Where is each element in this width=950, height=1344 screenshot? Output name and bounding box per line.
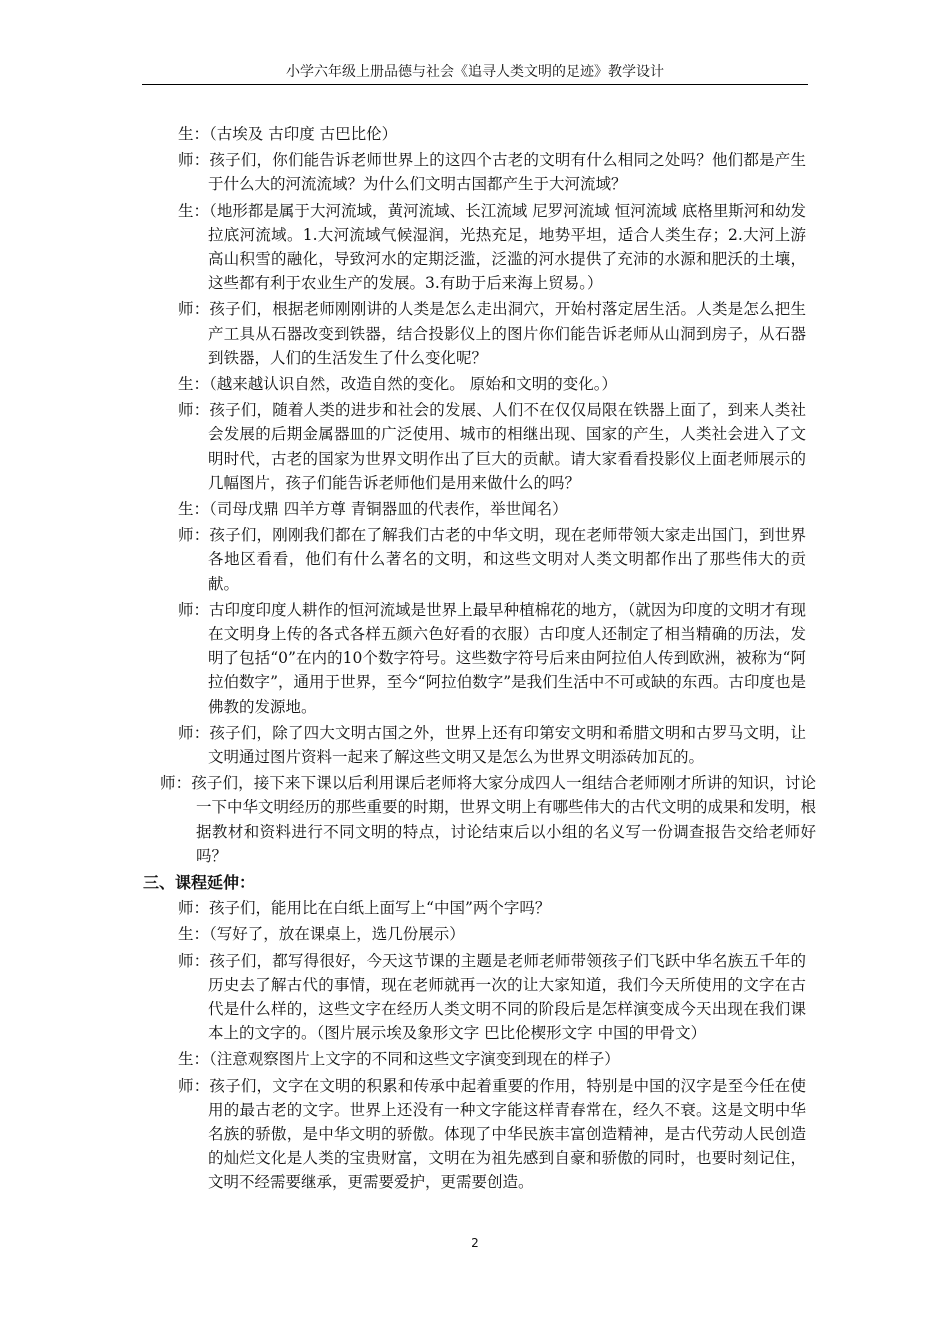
paragraph-text: （地形都是属于大河流域，黄河流域、长江流域 尼罗河流域 恒河流域 底格里斯河和幼发拉底河流域。1.大河流域气候湿润，光热充足，地势平坦，适合人类生存；2.大河上游高山积雪的融化，导致河水的定期泛滥，泛滥的河水提供了充沛的水源和肥沃的土壤，这些都有利于农业生产的发展。3.有助于后来海上贸易。）	[208, 201, 806, 293]
dialogue-paragraph	[0, 598, 806, 719]
header-divider	[142, 84, 808, 85]
speaker-label: 师：	[178, 600, 210, 619]
page-header-title: 小学六年级上册品德与社会《追寻人类文明的足迹》教学设计	[286, 64, 664, 80]
speaker-label: 师：	[178, 723, 210, 742]
dialogue-paragraph	[0, 148, 806, 196]
speaker-label: 生：	[178, 1050, 210, 1069]
speaker-label: 生：	[178, 201, 210, 220]
dialogue-paragraph	[0, 1047, 806, 1071]
paragraph-text: （司母戊鼎 四羊方尊 青铜器皿的代表作，举世闻名）	[209, 500, 568, 519]
page-number: 2	[471, 1236, 479, 1250]
paragraph-text: 孩子们，能用比在白纸上面写上“中国”两个字吗？	[209, 899, 551, 918]
dialogue-paragraph	[0, 922, 806, 946]
speaker-label: 生：	[178, 500, 210, 519]
paragraph-text: （写好了，放在课桌上，选几份展示）	[209, 925, 465, 944]
dialogue-paragraph	[0, 398, 806, 495]
paragraph-text: （注意观察图片上文字的不同和这些文字演变到现在的样子）	[209, 1050, 620, 1069]
speaker-label: 师：	[178, 899, 210, 918]
dialogue-paragraph	[0, 523, 806, 596]
speaker-label: 生：	[178, 125, 210, 143]
speaker-label: 师：	[160, 774, 192, 793]
speaker-label: 生：	[178, 375, 210, 394]
dialogue-group-b	[0, 896, 950, 1194]
paragraph-text: 孩子们，接下来下课以后利用课后老师将大家分成四人一组结合老师刚才所讲的知识，讨论一下中华文明经历的那些重要的时期，世界文明上有哪些伟大的古代文明的成果和发明，根据教材和资料进行不同文明的特点，讨论结束后以小组的名义写一份调查报告交给老师好吗？	[191, 774, 817, 865]
dialogue-paragraph	[0, 721, 806, 769]
paragraph-text: 孩子们，除了四大文明古国之外，世界上还有印第安文明和希腊文明和古罗马文明，让文明通过图片资料一起来了解这些文明又是怎么为世界文明添砖加瓦的。	[208, 723, 806, 767]
paragraph-text: 孩子们，随着人类的进步和社会的发展、人们不在仅仅局限在铁器上面了，到来人类社会发展的后期金属器皿的广泛使用、城市的相继出现、国家的产生，人类社会进入了文明时代，古老的国家为世界文明作出了巨大的贡献。请大家看看投影仪上面老师展示的几幅图片，孩子们能告诉老师他们是用来做什么的吗？	[208, 401, 806, 492]
paragraph-text: （古埃及 古印度 古巴比伦）	[209, 125, 398, 143]
paragraph-text: （越来越认识自然，改造自然的变化。 原始和文明的变化。）	[209, 375, 617, 394]
speaker-label: 生：	[178, 925, 210, 944]
paragraph-text: 孩子们，都写得很好，今天这节课的主题是老师老师带领孩子们飞跃中华名族五千年的历史去了解古代的事情，现在老师就再一次的让大家知道，我们今天所使用的文字在古代是什么样的，这些文字在经历人类文明不同的阶段后是怎样演变成今天出现在我们课本上的文字的。（图片展示埃及象形文字 巴比伦楔形文字 中国的甲骨文）	[208, 951, 806, 1043]
dialogue-paragraph	[0, 771, 816, 868]
speaker-label: 师：	[178, 300, 210, 319]
dialogue-group-a	[0, 122, 950, 868]
dialogue-paragraph	[0, 949, 806, 1046]
paragraph-text: 孩子们，文字在文明的积累和传承中起着重要的作用，特别是中国的汉字是至今任在使用的最古老的文字。世界上还没有一种文字能这样青春常在，经久不衰。这是文明中华名族的骄傲，是中华文明的骄傲。体现了中华民族丰富创造精神，是古代劳动人民创造的灿烂文化是人类的宝贵财富，文明在为祖先感到自豪和骄傲的同时，也要时刻记住，文明不经需要继承，更需要爱护，更需要创造。	[208, 1076, 806, 1192]
paragraph-text: 孩子们，刚刚我们都在了解我们古老的中华文明，现在老师带领大家走出国门，到世界各地区看看，他们有什么著名的文明，和这些文明对人类文明都作出了那些伟大的贡献。	[208, 526, 806, 593]
dialogue-paragraph	[0, 297, 806, 370]
paragraph-text: 孩子们，根据老师刚刚讲的人类是怎么走出洞穴，开始村落定居生活。人类是怎么把生产工具从石器改变到铁器，结合投影仪上的图片你们能告诉老师从山洞到房子，从石器到铁器，人们的生活发生了什么变化呢？	[208, 300, 806, 367]
speaker-label: 师：	[178, 526, 210, 545]
speaker-label: 师：	[178, 401, 210, 420]
dialogue-paragraph	[0, 199, 806, 296]
section-heading: 三、课程延伸：	[143, 873, 256, 893]
dialogue-paragraph	[0, 1074, 806, 1195]
document-body	[0, 122, 950, 1197]
speaker-label: 师：	[178, 1076, 210, 1095]
speaker-label: 师：	[178, 951, 210, 970]
dialogue-paragraph	[0, 896, 806, 920]
dialogue-paragraph	[0, 122, 806, 146]
speaker-label: 师：	[178, 151, 210, 170]
dialogue-paragraph	[0, 497, 806, 521]
dialogue-paragraph	[0, 372, 806, 396]
paragraph-text: 孩子们，你们能告诉老师世界上的这四个古老的文明有什么相同之处吗？他们都是产生于什么大的河流流域？为什么们文明古国都产生于大河流域？	[208, 151, 806, 194]
paragraph-text: 古印度印度人耕作的恒河流域是世界上最早种植棉花的地方，（就因为印度的文明才有现在文明身上传的各式各样五颜六色好看的衣服）古印度人还制定了相当精确的历法，发明了包括“0”在内的10个数字符号。这些数字符号后来由阿拉伯人传到欧洲，被称为“阿拉伯数字”，通用于世界，至今“阿拉伯数字”是我们生活中不可或缺的东西。古印度也是佛教的发源地。	[208, 600, 806, 716]
